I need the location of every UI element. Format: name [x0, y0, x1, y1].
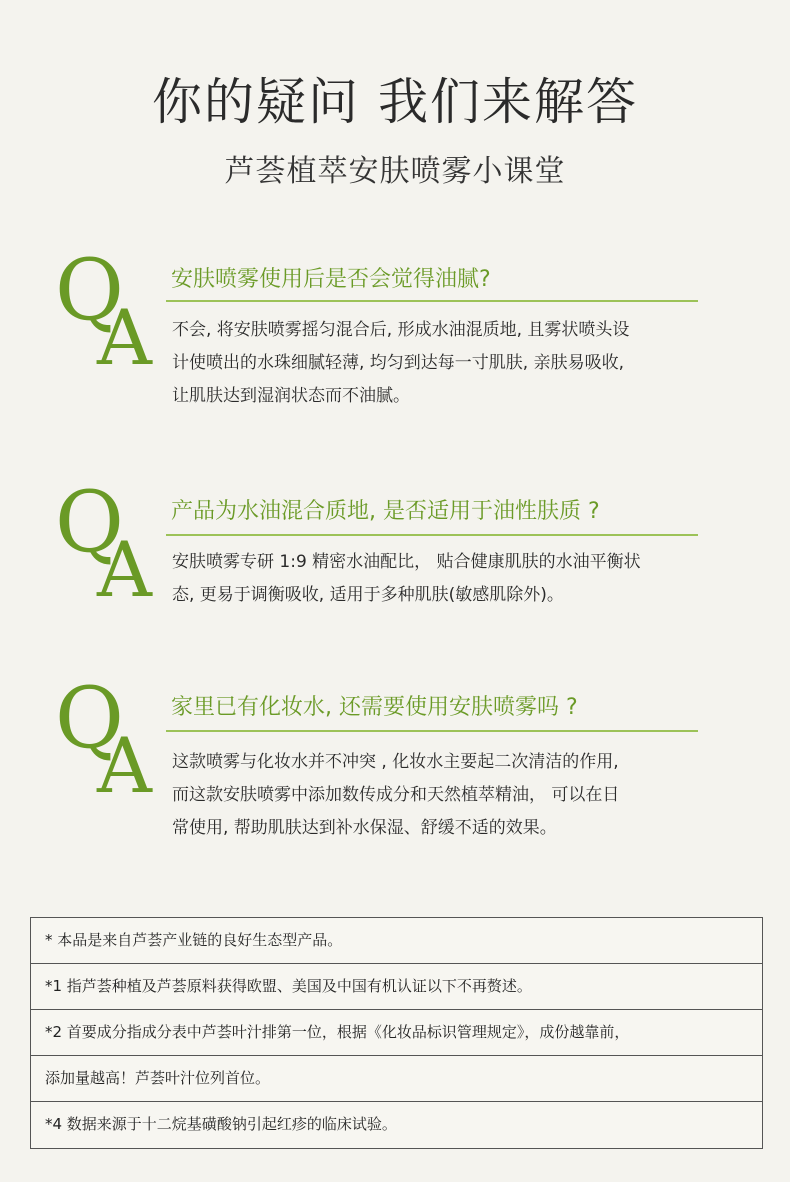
qa-logo-a: A — [97, 525, 152, 614]
qa-logo-a: A — [97, 721, 152, 810]
answer-line: 不会, 将安肤喷雾摇匀混合后, 形成水油混质地, 且雾状喷头设 — [172, 320, 630, 340]
footnote-row: * 本品是来自芦荟产业链的良好生态型产品。 — [31, 918, 762, 964]
footnotes-table — [30, 917, 763, 1149]
answer-line: 而这款安肤喷雾中添加数传成分和天然植萃精油， 可以在日 — [172, 785, 620, 805]
qa-logo-q: Q — [55, 473, 124, 571]
question-underline — [166, 730, 698, 732]
page-subtitle: 芦荟植萃安肤喷雾小课堂 — [224, 154, 566, 189]
qa-logo-a: A — [97, 293, 152, 382]
question-underline — [166, 300, 698, 302]
qa-logo-icon — [55, 241, 165, 382]
footnote-row: *1 指芦荟种植及芦荟原料获得欧盟、美国及中国有机认证以下不再赘述。 — [31, 964, 762, 1010]
page-title: 你的疑问 我们来解答 — [152, 73, 638, 131]
answer-line: 常使用, 帮助肌肤达到补水保湿、舒缓不适的效果。 — [172, 818, 557, 838]
answer-line: 让肌肤达到湿润状态而不油腻。 — [172, 386, 410, 406]
answer-text — [172, 746, 717, 845]
qa-logo-q: Q — [55, 669, 124, 767]
answer-text — [172, 314, 717, 413]
answer-line: 态, 更易于调衡吸收, 适用于多种肌肤(敏感肌除外)。 — [172, 585, 564, 605]
question-text: 家里已有化妆水, 还需要使用安肤喷雾吗 ? — [171, 695, 578, 720]
footnote-row: *4 数据来源于十二烷基磺酸钠引起红疹的临床试验。 — [45, 1115, 397, 1133]
footnote-row: 添加量越高！芦荟叶汁位列首位。 — [31, 1056, 762, 1102]
footnote-row: *2 首要成分指成分表中芦荟叶汁排第一位，根据《化妆品标识管理规定》，成份越靠前， — [31, 1010, 762, 1056]
answer-text — [172, 546, 717, 612]
qa-logo-q: Q — [55, 241, 124, 339]
answer-line: 安肤喷雾专研 1:9 精密水油配比， 贴合健康肌肤的水油平衡状 — [172, 552, 641, 572]
answer-line: 这款喷雾与化妆水并不冲突 , 化妆水主要起二次清洁的作用, — [172, 752, 619, 772]
qa-logo-icon — [55, 669, 165, 810]
qa-logo-icon — [55, 473, 165, 614]
question-text: 安肤喷雾使用后是否会觉得油腻? — [171, 267, 491, 292]
question-text: 产品为水油混合质地, 是否适用于油性肤质 ? — [171, 499, 600, 524]
answer-line: 计使喷出的水珠细腻轻薄, 均匀到达每一寸肌肤, 亲肤易吸收, — [172, 353, 625, 373]
question-underline — [166, 534, 698, 536]
